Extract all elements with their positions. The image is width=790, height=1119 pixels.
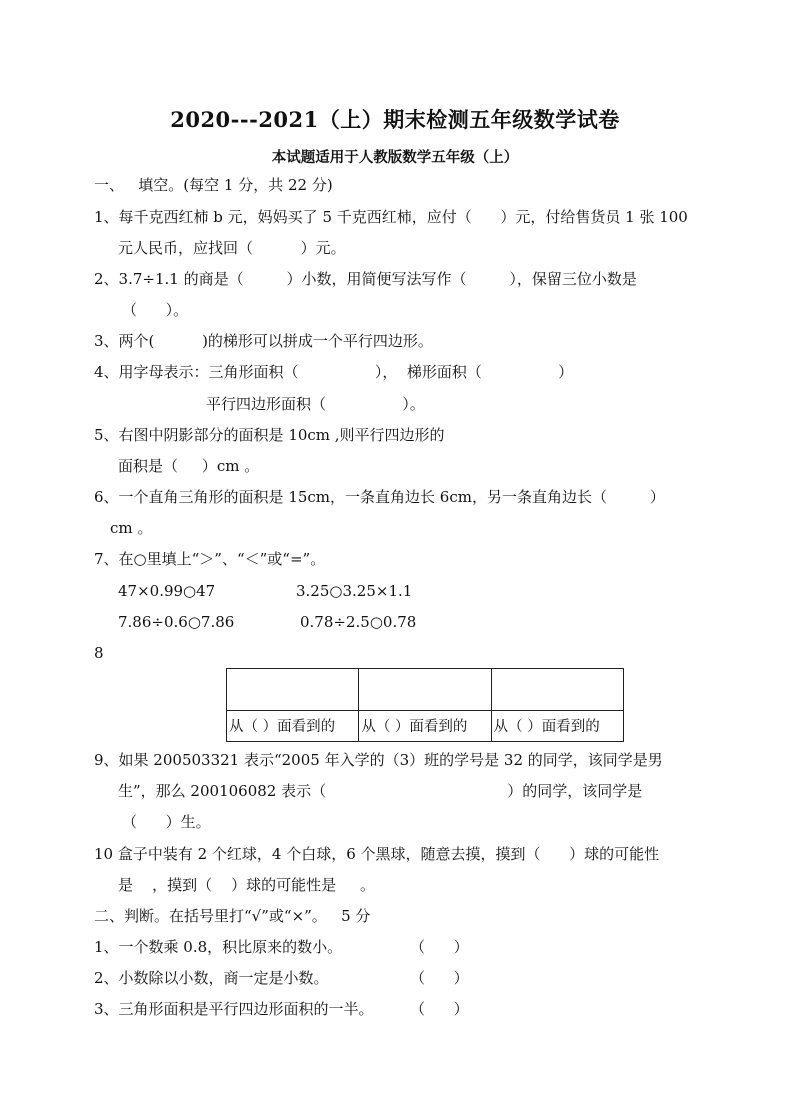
comparison-2: 3.25○3.25×1.1 xyxy=(296,582,413,600)
section-two-heading: 二、判断。在括号里打“√”或“×”。 5 分 xyxy=(94,907,371,925)
judge-3-bracket: （ ） xyxy=(410,1000,469,1018)
question-4-line-1: 4、用字母表示：三角形面积（ ）， 梯形面积（ ） xyxy=(94,363,574,381)
question-9-line-2: 生”，那么 200106082 表示（ ）的同学，该同学是 xyxy=(118,782,643,800)
question-6-line-1: 6、一个直角三角形的面积是 15cm，一条直角边长 6cm，另一条直角边长（ ） xyxy=(94,488,665,506)
comparison-3: 7.86÷0.6○7.86 xyxy=(118,613,235,631)
judge-3: 3、三角形面积是平行四边形面积的一半。 xyxy=(94,1000,374,1018)
question-3: 3、两个( )的梯形可以拼成一个平行四边形。 xyxy=(94,332,433,350)
page-subtitle: 本试题适用于人教版数学五年级（上） xyxy=(271,149,519,166)
section-one-heading: 一、 填空。(每空 1 分，共 22 分) xyxy=(94,176,333,194)
views-table xyxy=(226,668,624,742)
page-title: 2020---2021（上）期末检测五年级数学试卷 xyxy=(170,107,620,132)
judge-1: 1、一个数乘 0.8，积比原来的数小。 xyxy=(94,938,343,956)
view-drawing-cell xyxy=(227,669,359,711)
view-drawing-cell xyxy=(359,669,491,711)
view-drawing-cell xyxy=(491,669,623,711)
question-5-line-1: 5、右图中阴影部分的面积是 10cm ,则平行四边形的 xyxy=(94,426,445,444)
comparison-1: 47×0.99○47 xyxy=(118,582,216,600)
judge-2-bracket: （ ） xyxy=(410,969,469,987)
judge-2: 2、小数除以小数，商一定是小数。 xyxy=(94,969,329,987)
question-9-line-3: （ ）生。 xyxy=(122,813,211,831)
view-label: 从（ ）面看到的 xyxy=(491,710,623,741)
judge-1-bracket: （ ） xyxy=(410,938,469,956)
question-1-line-2: 元人民币，应找回（ ）元。 xyxy=(118,239,346,257)
question-5-line-2: 面积是（ ）cm 。 xyxy=(118,457,260,475)
view-label: 从（ ）面看到的 xyxy=(359,710,491,741)
question-4-line-2: 平行四边形面积（ ）。 xyxy=(206,395,425,413)
question-2-line-1: 2、3.7÷1.1 的商是（ ）小数，用简便写法写作（ ），保留三位小数是 xyxy=(94,270,637,288)
question-7-heading: 7、在○里填上“＞”、“＜”或“=”。 xyxy=(94,550,326,568)
question-9-line-1: 9、如果 200503321 表示“2005 年入学的（3）班的学号是 32 的同学，该同学是男 xyxy=(94,751,663,769)
question-1-line-1: 1、每千克西红柿 b 元，妈妈买了 5 千克西红柿，应付（ ）元，付给售货员 1 张 100 xyxy=(94,208,688,226)
comparison-4: 0.78÷2.5○0.78 xyxy=(300,613,417,631)
question-10-line-1: 10 盒子中装有 2 个红球，4 个白球，6 个黑球，随意去摸，摸到（ ）球的可能性 xyxy=(94,845,660,863)
question-8-number: 8 xyxy=(94,644,104,662)
question-6-line-2: cm 。 xyxy=(110,519,153,537)
view-label: 从（ ）面看到的 xyxy=(227,710,359,741)
question-10-line-2: 是 ，摸到（ ）球的可能性是 。 xyxy=(118,876,375,894)
question-2-line-2: （ ）。 xyxy=(122,301,189,319)
